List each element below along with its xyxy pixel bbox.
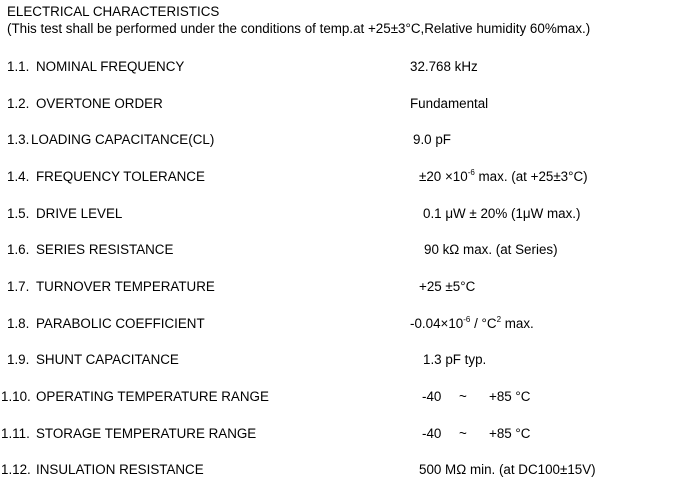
spec-number: 1.12. xyxy=(1,462,31,477)
spec-number: 1.1. xyxy=(7,59,30,74)
spec-label: INSULATION RESISTANCE xyxy=(36,462,204,477)
spec-number: 1.2. xyxy=(7,96,30,111)
spec-row-frequency-tolerance xyxy=(0,169,689,187)
spec-label: SERIES RESISTANCE xyxy=(36,242,174,257)
spec-label: TURNOVER TEMPERATURE xyxy=(36,279,215,294)
spec-label: LOADING CAPACITANCE(CL) xyxy=(31,132,215,147)
spec-value-min: -40 xyxy=(422,426,442,441)
spec-value-separator: ~ xyxy=(459,426,467,441)
spec-row-overtone-order xyxy=(0,96,689,114)
spec-value-exponent: -6 xyxy=(463,314,471,324)
spec-value-part: ±20 ×10 xyxy=(419,169,468,184)
spec-value-part: max. (at +25±3°C) xyxy=(474,169,588,184)
spec-value-exponent: 2 xyxy=(496,314,502,324)
spec-value-part: -0.04×10 xyxy=(410,316,464,331)
spec-row-shunt-capacitance xyxy=(0,352,689,370)
spec-label: OVERTONE ORDER xyxy=(36,96,163,111)
spec-row-series-resistance xyxy=(0,242,689,260)
spec-number: 1.10. xyxy=(1,389,31,404)
spec-value xyxy=(419,169,588,184)
spec-value-exponent: -6 xyxy=(467,167,475,177)
section-title: ELECTRICAL CHARACTERISTICS xyxy=(7,4,220,19)
spec-row-turnover-temperature xyxy=(0,279,689,297)
spec-value: 1.3 pF typ. xyxy=(423,352,487,367)
spec-value: 9.0 pF xyxy=(413,132,451,147)
spec-label: OPERATING TEMPERATURE RANGE xyxy=(36,389,269,404)
spec-value-max: +85 °C xyxy=(489,426,531,441)
spec-label: DRIVE LEVEL xyxy=(36,206,123,221)
spec-value-part: / °C xyxy=(470,316,497,331)
spec-value: 90 kΩ max. (at Series) xyxy=(424,242,558,257)
spec-label: STORAGE TEMPERATURE RANGE xyxy=(36,426,257,441)
spec-row-nominal-frequency xyxy=(0,59,689,77)
spec-number: 1.7. xyxy=(7,279,30,294)
spec-row-storage-temperature-range xyxy=(0,426,689,444)
spec-row-operating-temperature-range xyxy=(0,389,689,407)
spec-value-separator: ~ xyxy=(459,389,467,404)
test-conditions-note: (This test shall be performed under the conditions of temp.at +25±3°C,Relative humidity 60%max.) xyxy=(7,21,591,36)
spec-value-min: -40 xyxy=(422,389,442,404)
spec-label: FREQUENCY TOLERANCE xyxy=(36,169,205,184)
spec-number: 1.5. xyxy=(7,206,30,221)
spec-number: 1.3. xyxy=(7,132,30,147)
spec-label: PARABOLIC COEFFICIENT xyxy=(36,316,205,331)
spec-value xyxy=(410,316,534,331)
spec-row-insulation-resistance xyxy=(0,462,689,480)
spec-number: 1.9. xyxy=(7,352,30,367)
spec-number: 1.8. xyxy=(7,316,30,331)
spec-label: NOMINAL FREQUENCY xyxy=(36,59,185,74)
spec-row-loading-capacitance xyxy=(0,132,689,150)
spec-number: 1.4. xyxy=(7,169,30,184)
spec-value: Fundamental xyxy=(410,96,489,111)
spec-row-drive-level xyxy=(0,206,689,224)
spec-value: +25 ±5°C xyxy=(419,279,476,294)
spec-value-part: max. xyxy=(501,316,534,331)
spec-number: 1.6. xyxy=(7,242,30,257)
spec-value: 500 MΩ min. (at DC100±15V) xyxy=(419,462,596,477)
spec-value-max: +85 °C xyxy=(489,389,531,404)
spec-label: SHUNT CAPACITANCE xyxy=(36,352,179,367)
spec-value: 0.1 μW ± 20% (1μW max.) xyxy=(423,206,581,221)
spec-value: 32.768 kHz xyxy=(410,59,478,74)
spec-number: 1.11. xyxy=(1,426,30,441)
spec-row-parabolic-coefficient xyxy=(0,316,689,334)
